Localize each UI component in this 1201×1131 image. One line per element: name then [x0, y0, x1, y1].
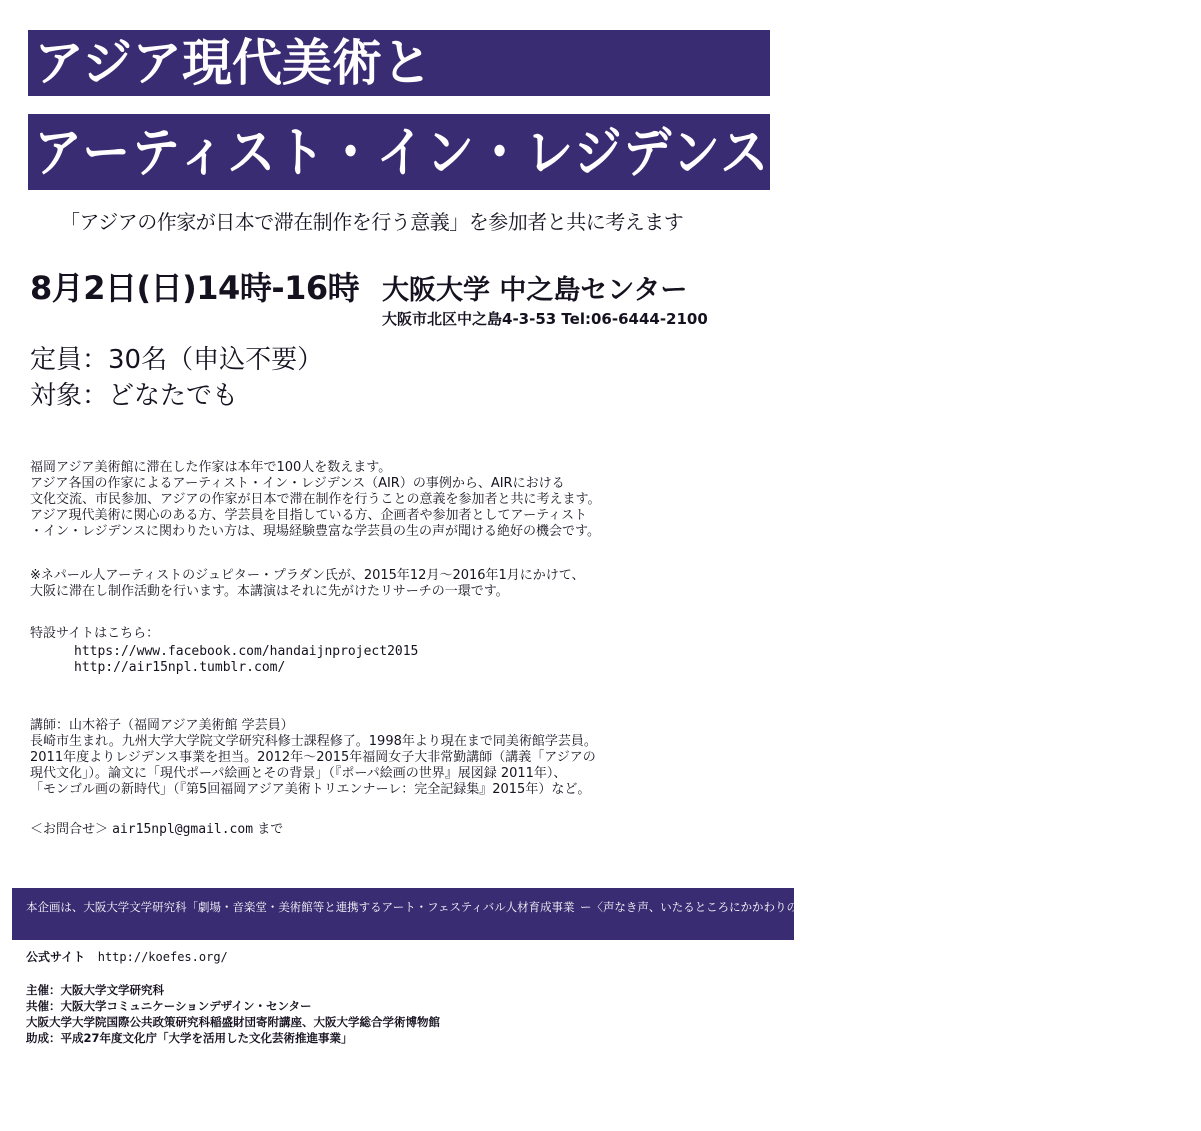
title-line-1: アジア現代美術と — [34, 34, 432, 92]
official-site-label: 公式サイト — [26, 950, 86, 964]
credit-organizer: 主催：大阪大学文学研究科 — [26, 983, 164, 997]
target-audience: 対象：どなたでも — [30, 381, 239, 411]
organizer-band — [12, 888, 1199, 940]
official-site-url[interactable]: http://koefes.org/ — [97, 950, 228, 964]
intro-line: ・イン・レジデンスに関わりたい方は、現場経験豊富な学芸員の生の声が聞ける絶好の機会です。 — [30, 524, 600, 539]
title-line-2: アーティスト・イン・レジデンス — [34, 121, 770, 184]
intro-line: 福岡アジア美術館に滞在した作家は本年で100人を数えます。 — [30, 460, 392, 475]
organizer-line: 本企画は、大阪大学文学研究科「劇場・音楽堂・美術館等と連携するアート・フェスティバル人材育成事業 — [26, 900, 575, 914]
credit-grant: 助成：平成27年度文化庁「大学を活用した文化芸術推進事業」 — [26, 1031, 353, 1045]
intro-line: アジア現代美術に関心のある方、学芸員を目指している方、企画者や参加者としてアーティスト — [30, 508, 588, 523]
organizer-line: ー〈声なき声、いたるところにかかわりの声、そして私の声〉芸術祭ー」の受講生が主体となって企画・運営しています — [579, 900, 1199, 914]
note-line: ※ネパール人アーティストのジュピター・プラダン氏が、2015年12月～2016年1月にかけて、 — [30, 568, 585, 583]
capacity: 定員：30名（申込不要） — [30, 345, 324, 375]
tumblr-link[interactable]: http://air15npl.tumblr.com/ — [74, 660, 286, 675]
credits — [26, 982, 440, 1046]
tagline: 「アジアの作家が日本で滞在制作を行う意義」を参加者と共に考えます — [60, 210, 684, 234]
venue-address: 大阪市北区中之島4-3-53 Tel:06-6444-2100 — [382, 310, 708, 328]
contact-suffix: まで — [257, 822, 284, 837]
special-site-links — [74, 644, 418, 676]
lecturer-bio-line: 現代文化」）。論文に「現代ポーパ絵画とその背景」（『ポーパ絵画の世界』展図録 2011年）、 — [30, 766, 567, 781]
lecturer-section — [30, 718, 597, 798]
note-line: 大阪に滞在し制作活動を行います。本講演はそれに先がけたリサーチの一環です。 — [30, 584, 509, 599]
lecturer-bio-line: 2011年度よりレジデンス事業を担当。2012年～2015年福岡女子大非常勤講師（講義「アジアの — [30, 750, 596, 765]
official-site — [26, 948, 228, 965]
lecturer-bio-line: 長崎市生まれ。九州大学大学院文学研究科修士課程修了。1998年より現在まで同美術館学芸員。 — [30, 734, 597, 749]
special-site-heading: 特設サイトはこちら： — [30, 626, 160, 641]
note-paragraph — [30, 568, 585, 600]
intro-line: アジア各国の作家によるアーティスト・イン・レジデンス（AIR）の事例から、AIRにおける — [30, 476, 565, 491]
event-datetime: 8月2日(日)14時-16時 — [30, 269, 360, 307]
title-banner-2 — [28, 114, 770, 190]
event-venue: 大阪大学 中之島センター — [382, 275, 688, 306]
title-banner-1 — [28, 30, 770, 96]
intro-line: 文化交流、市民参加、アジアの作家が日本で滞在制作を行うことの意義を参加者と共に考えます。 — [30, 492, 601, 507]
lecturer-name: 講師：山木裕子（福岡アジア美術館 学芸員） — [30, 718, 294, 733]
contact-line — [30, 822, 283, 838]
facebook-link[interactable]: https://www.facebook.com/handaijnproject2015 — [74, 644, 419, 659]
credit-co-organizer: 共催：大阪大学コミュニケーションデザイン・センター — [26, 999, 312, 1013]
lecturer-bio-line: 「モンゴル画の新時代」（『第5回福岡アジア美術トリエンナーレ：完全記録集』2015年）など。 — [30, 782, 591, 797]
intro-paragraph — [30, 460, 600, 540]
credit-co-organizer-2: 大阪大学大学院国際公共政策研究科稲盛財団寄附講座、大阪大学総合学術博物館 — [26, 1015, 440, 1029]
contact-email[interactable]: air15npl@gmail.com — [112, 822, 254, 837]
contact-label: ＜お問合せ＞ — [30, 822, 109, 837]
